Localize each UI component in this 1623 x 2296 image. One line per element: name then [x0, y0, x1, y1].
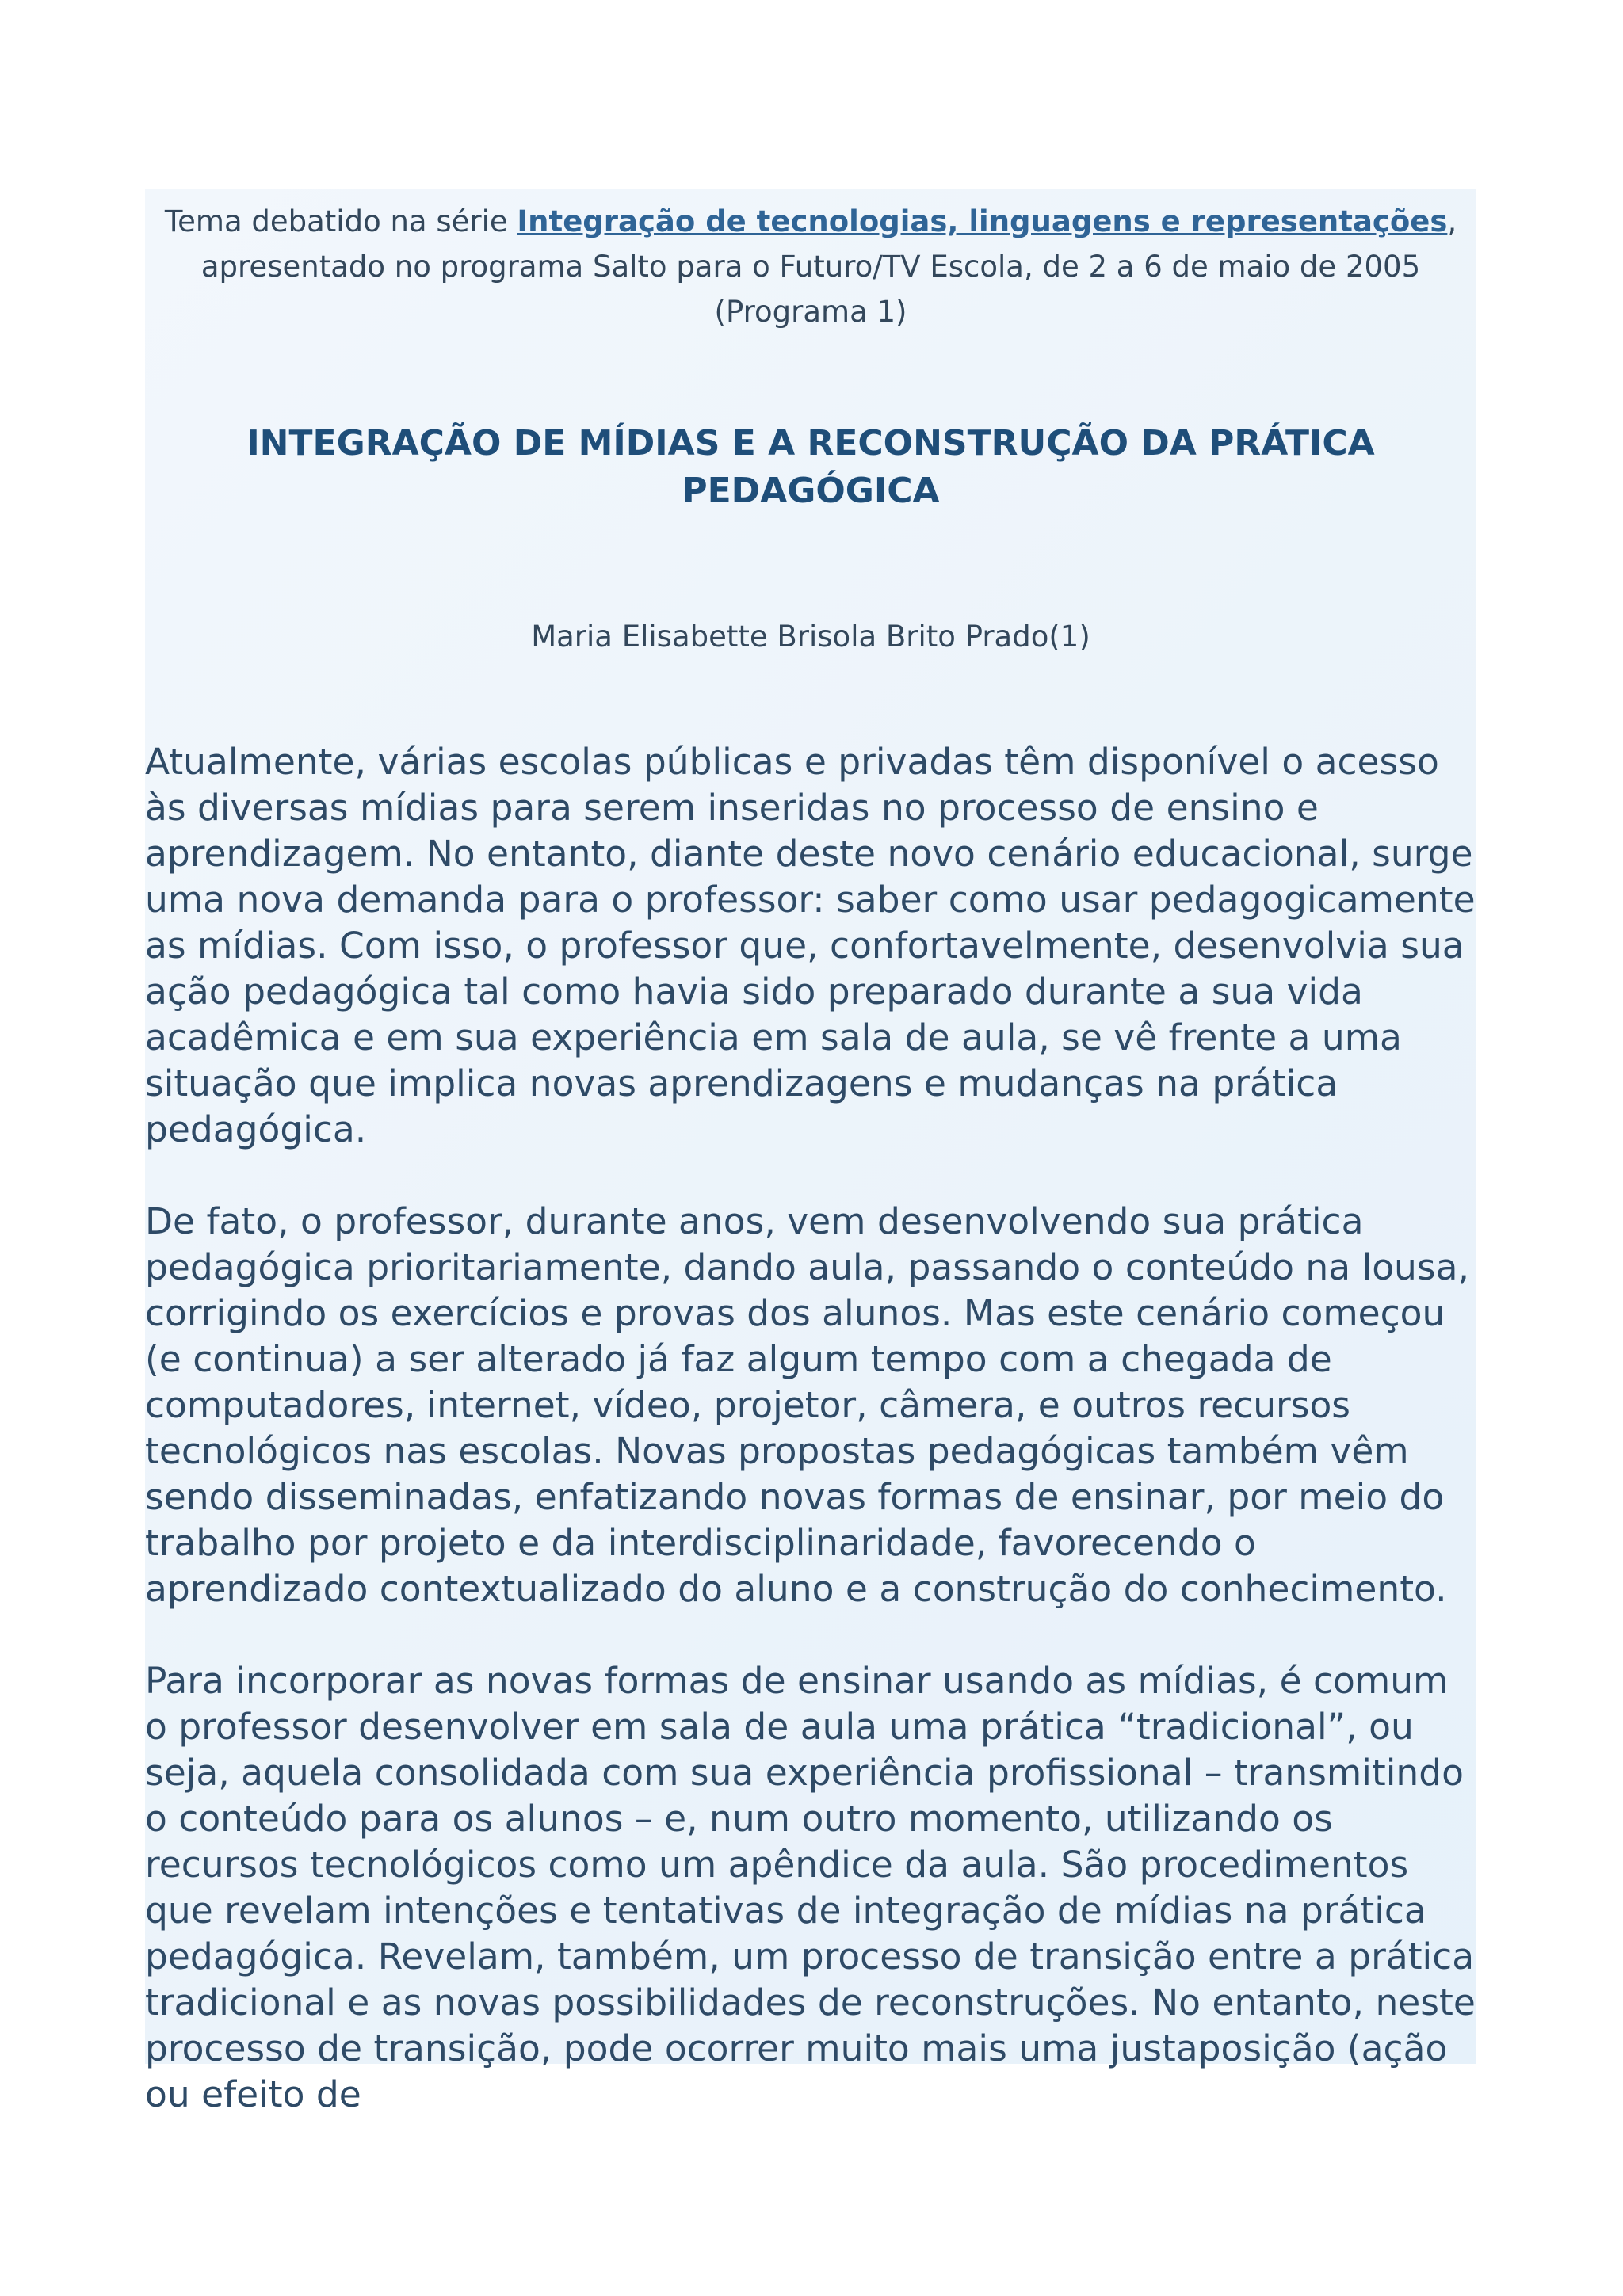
body-paragraph: Atualmente, várias escolas públicas e privadas têm disponível o acesso às diversas mídias para serem inseridas no processo de ensino e aprendizagem. No entanto, diante deste novo cenário educacional, surge uma nova demanda para o professor: saber como usar pedagogicamente as mídias. Com isso, o professor que, confortavelmente, desenvolvia sua ação pedagógica tal como havia sido preparado durante a sua vida acadêmica e em sua experiência em sala de aula, se vê frente a uma situação que implica novas aprendizagens e mudanças na prática pedagógica.	[145, 741, 1476, 1150]
intro-program-line: apresentado no programa Salto para o Futuro/TV Escola, de 2 a 6 de maio de 2005	[200, 250, 1421, 284]
article-title: INTEGRAÇÃO DE MÍDIAS E A RECONSTRUÇÃO DA PRÁTICA PEDAGÓGICA	[246, 423, 1375, 511]
article-body	[145, 739, 1476, 2164]
intro-prefix: Tema debatido na série	[164, 204, 517, 238]
body-paragraph: De fato, o professor, durante anos, vem desenvolvendo sua prática pedagógica prioritariamente, dando aula, passando o conteúdo na lousa, corrigindo os exercícios e provas dos alunos. Mas este cenário começou (e continua) a ser alterado já faz algum tempo com a chegada de computadores, internet, vídeo, projetor, câmera, e outros recursos tecnológicos nas escolas. Novas propostas pedagógicas também vêm sendo disseminadas, enfatizando novas formas de ensinar, por meio do trabalho por projeto e da interdisciplinaridade, favorecendo o aprendizado contextualizado do aluno e a construção do conhecimento.	[145, 1200, 1469, 1610]
intro-suffix: ,	[1447, 204, 1457, 238]
intro-program-number: (Programa 1)	[714, 295, 907, 329]
article-author: Maria Elisabette Brisola Brito Prado(1)	[531, 620, 1090, 654]
body-paragraph: Para incorporar as novas formas de ensinar usando as mídias, é comum o professor desenvolver em sala de aula uma prática “tradicional”, ou seja, aquela consolidada com sua experiência profissional – transmitindo o conteúdo para os alunos – e, num outro momento, utilizando os recursos tecnológicos como um apêndice da aula. São procedimentos que revelam intenções e tentativas de integração de mídias na prática pedagógica. Revelam, também, um processo de transição entre a prática tradicional e as novas possibilidades de reconstruções. No entanto, neste processo de transição, pode ocorrer muito mais uma justaposição (ação ou efeito de	[145, 1660, 1476, 2115]
series-link[interactable]: Integração de tecnologias, linguagens e representações	[517, 204, 1448, 238]
document-panel	[145, 189, 1476, 2115]
series-intro	[145, 189, 1476, 334]
